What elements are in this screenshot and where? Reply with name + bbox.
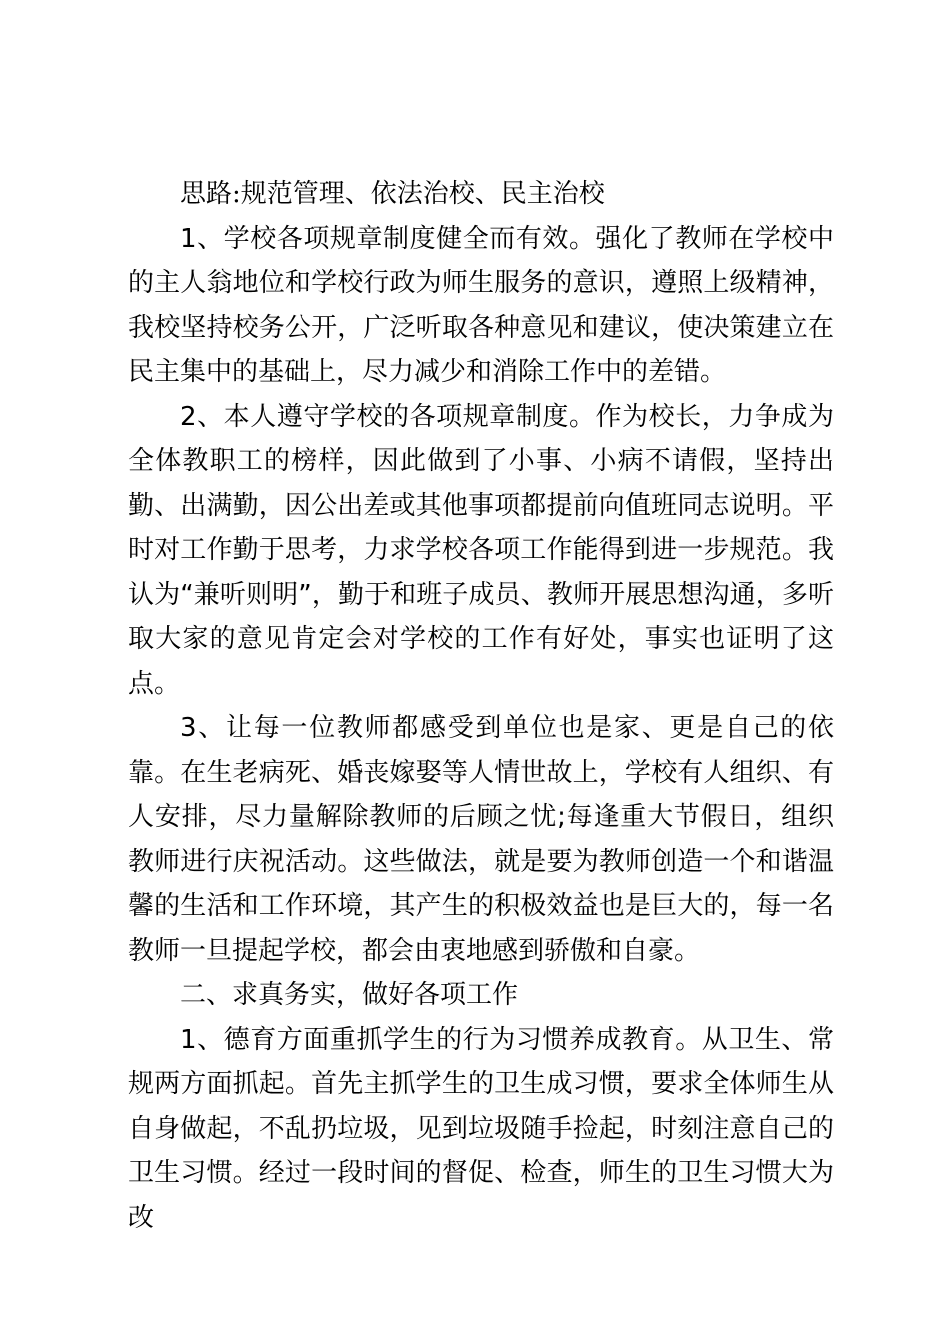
paragraph: 1、学校各项规章制度健全而有效。强化了教师在学校中的主人翁地位和学校行政为师生服务的意识，遵照上级精神，我校坚持校务公开，广泛听取各种意见和建议，使决策建立在民主集中的基础上，尽力减少和消除工作中的差错。 xyxy=(128,223,834,387)
paragraph: 1、德育方面重抓学生的行为习惯养成教育。从卫生、常规两方面抓起。首先主抓学生的卫生成习惯，要求全体师生从自身做起，不乱扔垃圾，见到垃圾随手捡起，时刻注意自己的卫生习惯。经过一段时间的督促、检查，师生的卫生习惯大为改 xyxy=(128,1024,834,1233)
section-heading: 思路:规范管理、依法治校、民主治校 xyxy=(180,179,605,209)
document-body xyxy=(128,172,834,1240)
paragraph: 2、本人遵守学校的各项规章制度。作为校长，力争成为全体教职工的榜样，因此做到了小事、小病不请假，坚持出勤、出满勤，因公出差或其他事项都提前向值班同志说明。平时对工作勤于思考，力求学校各项工作能得到进一步规范。我认为“兼听则明”，勤于和班子成员、教师开展思想沟通，多听取大家的意见肯定会对学校的工作有好处，事实也证明了这点。 xyxy=(128,401,834,699)
paragraph: 3、让每一位教师都感受到单位也是家、更是自己的依靠。在生老病死、婚丧嫁娶等人情世故上，学校有人组织、有人安排，尽力量解除教师的后顾之忧;每逢重大节假日，组织教师进行庆祝活动。这些做法，就是要为教师创造一个和谐温馨的生活和工作环境，其产生的积极效益也是巨大的，每一名教师一旦提起学校，都会由衷地感到骄傲和自豪。 xyxy=(128,713,834,966)
section-heading: 二、求真务实，做好各项工作 xyxy=(180,980,519,1010)
